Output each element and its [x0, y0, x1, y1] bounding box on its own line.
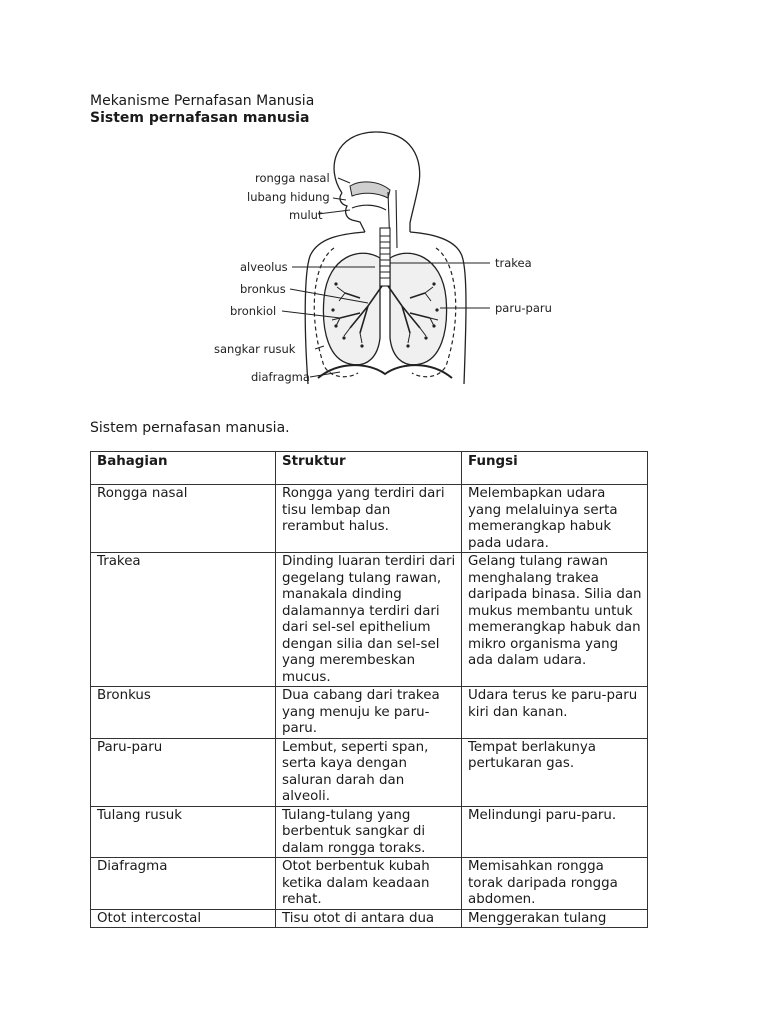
trachea [380, 228, 390, 286]
cell-bahagian: Bronkus [91, 687, 276, 739]
cell-fungsi: Menggerakan tulang [462, 909, 648, 928]
cell-bahagian: Trakea [91, 553, 276, 687]
cell-fungsi: Udara terus ke paru-paru kiri dan kanan. [462, 687, 648, 739]
table-header-row [91, 452, 648, 485]
cell-struktur: Tisu otot di antara dua [276, 909, 462, 928]
label-mulut: mulut [289, 208, 323, 222]
label-diafragma: diafragma [251, 370, 310, 384]
table-row [91, 909, 648, 928]
mouth-cavity [352, 205, 386, 210]
label-bronkiol: bronkiol [230, 304, 277, 318]
table-row [91, 738, 648, 806]
respiratory-parts-table [90, 451, 648, 928]
label-alveolus: alveolus [240, 260, 288, 274]
nasal-cavity [350, 182, 390, 198]
table-row [91, 858, 648, 910]
label-rongga-nasal: rongga nasal [255, 171, 330, 185]
cell-bahagian: Diafragma [91, 858, 276, 910]
table-row [91, 806, 648, 858]
table-row [91, 687, 648, 739]
cell-struktur: Dua cabang dari trakea yang menuju ke paru-paru. [276, 687, 462, 739]
header-bahagian: Bahagian [91, 452, 276, 485]
header-struktur: Struktur [276, 452, 462, 485]
cell-bahagian: Paru-paru [91, 738, 276, 806]
cell-struktur: Otot berbentuk kubah ketika dalam keadaan rehat. [276, 858, 462, 910]
table-row [91, 553, 648, 687]
cell-fungsi: Melindungi paru-paru. [462, 806, 648, 858]
cell-bahagian: Rongga nasal [91, 485, 276, 553]
cell-fungsi: Gelang tulang rawan menghalang trakea daripada binasa. Silia dan mukus membantu untuk memerangkap habuk dan mikro organisma yang ada dalam udara. [462, 553, 648, 687]
cell-fungsi: Memisahkan rongga torak daripada rongga abdomen. [462, 858, 648, 910]
header-fungsi: Fungsi [462, 452, 648, 485]
cell-struktur: Dinding luaran terdiri dari gegelang tulang rawan, manakala dinding dalamannya terdiri dari dari sel-sel epithelium dengan silia dan sel-sel yang merembeskan mucus. [276, 553, 462, 687]
label-sangkar-rusuk: sangkar rusuk [214, 342, 296, 356]
table-row [91, 485, 648, 553]
face-profile [340, 193, 365, 232]
document-subtitle: Sistem pernafasan manusia [90, 110, 310, 126]
cell-bahagian: Otot intercostal [91, 909, 276, 928]
document-title: Mekanisme Pernafasan Manusia [90, 93, 315, 109]
diagram-caption: Sistem pernafasan manusia. [90, 420, 290, 436]
label-trakea: trakea [495, 256, 532, 270]
cell-struktur: Tulang-tulang yang berbentuk sangkar di dalam rongga toraks. [276, 806, 462, 858]
label-bronkus: bronkus [240, 282, 286, 296]
cell-struktur: Lembut, seperti span, serta kaya dengan saluran darah dan alveoli. [276, 738, 462, 806]
cell-bahagian: Tulang rusuk [91, 806, 276, 858]
cell-fungsi: Tempat berlakunya pertukaran gas. [462, 738, 648, 806]
cell-fungsi: Melembapkan udara yang melaluinya serta memerangkap habuk pada udara. [462, 485, 648, 553]
label-paru-paru: paru-paru [495, 301, 552, 315]
label-lubang-hidung: lubang hidung [247, 190, 330, 204]
respiratory-system-diagram [200, 128, 560, 400]
cell-struktur: Rongga yang terdiri dari tisu lembap dan rerambut halus. [276, 485, 462, 553]
